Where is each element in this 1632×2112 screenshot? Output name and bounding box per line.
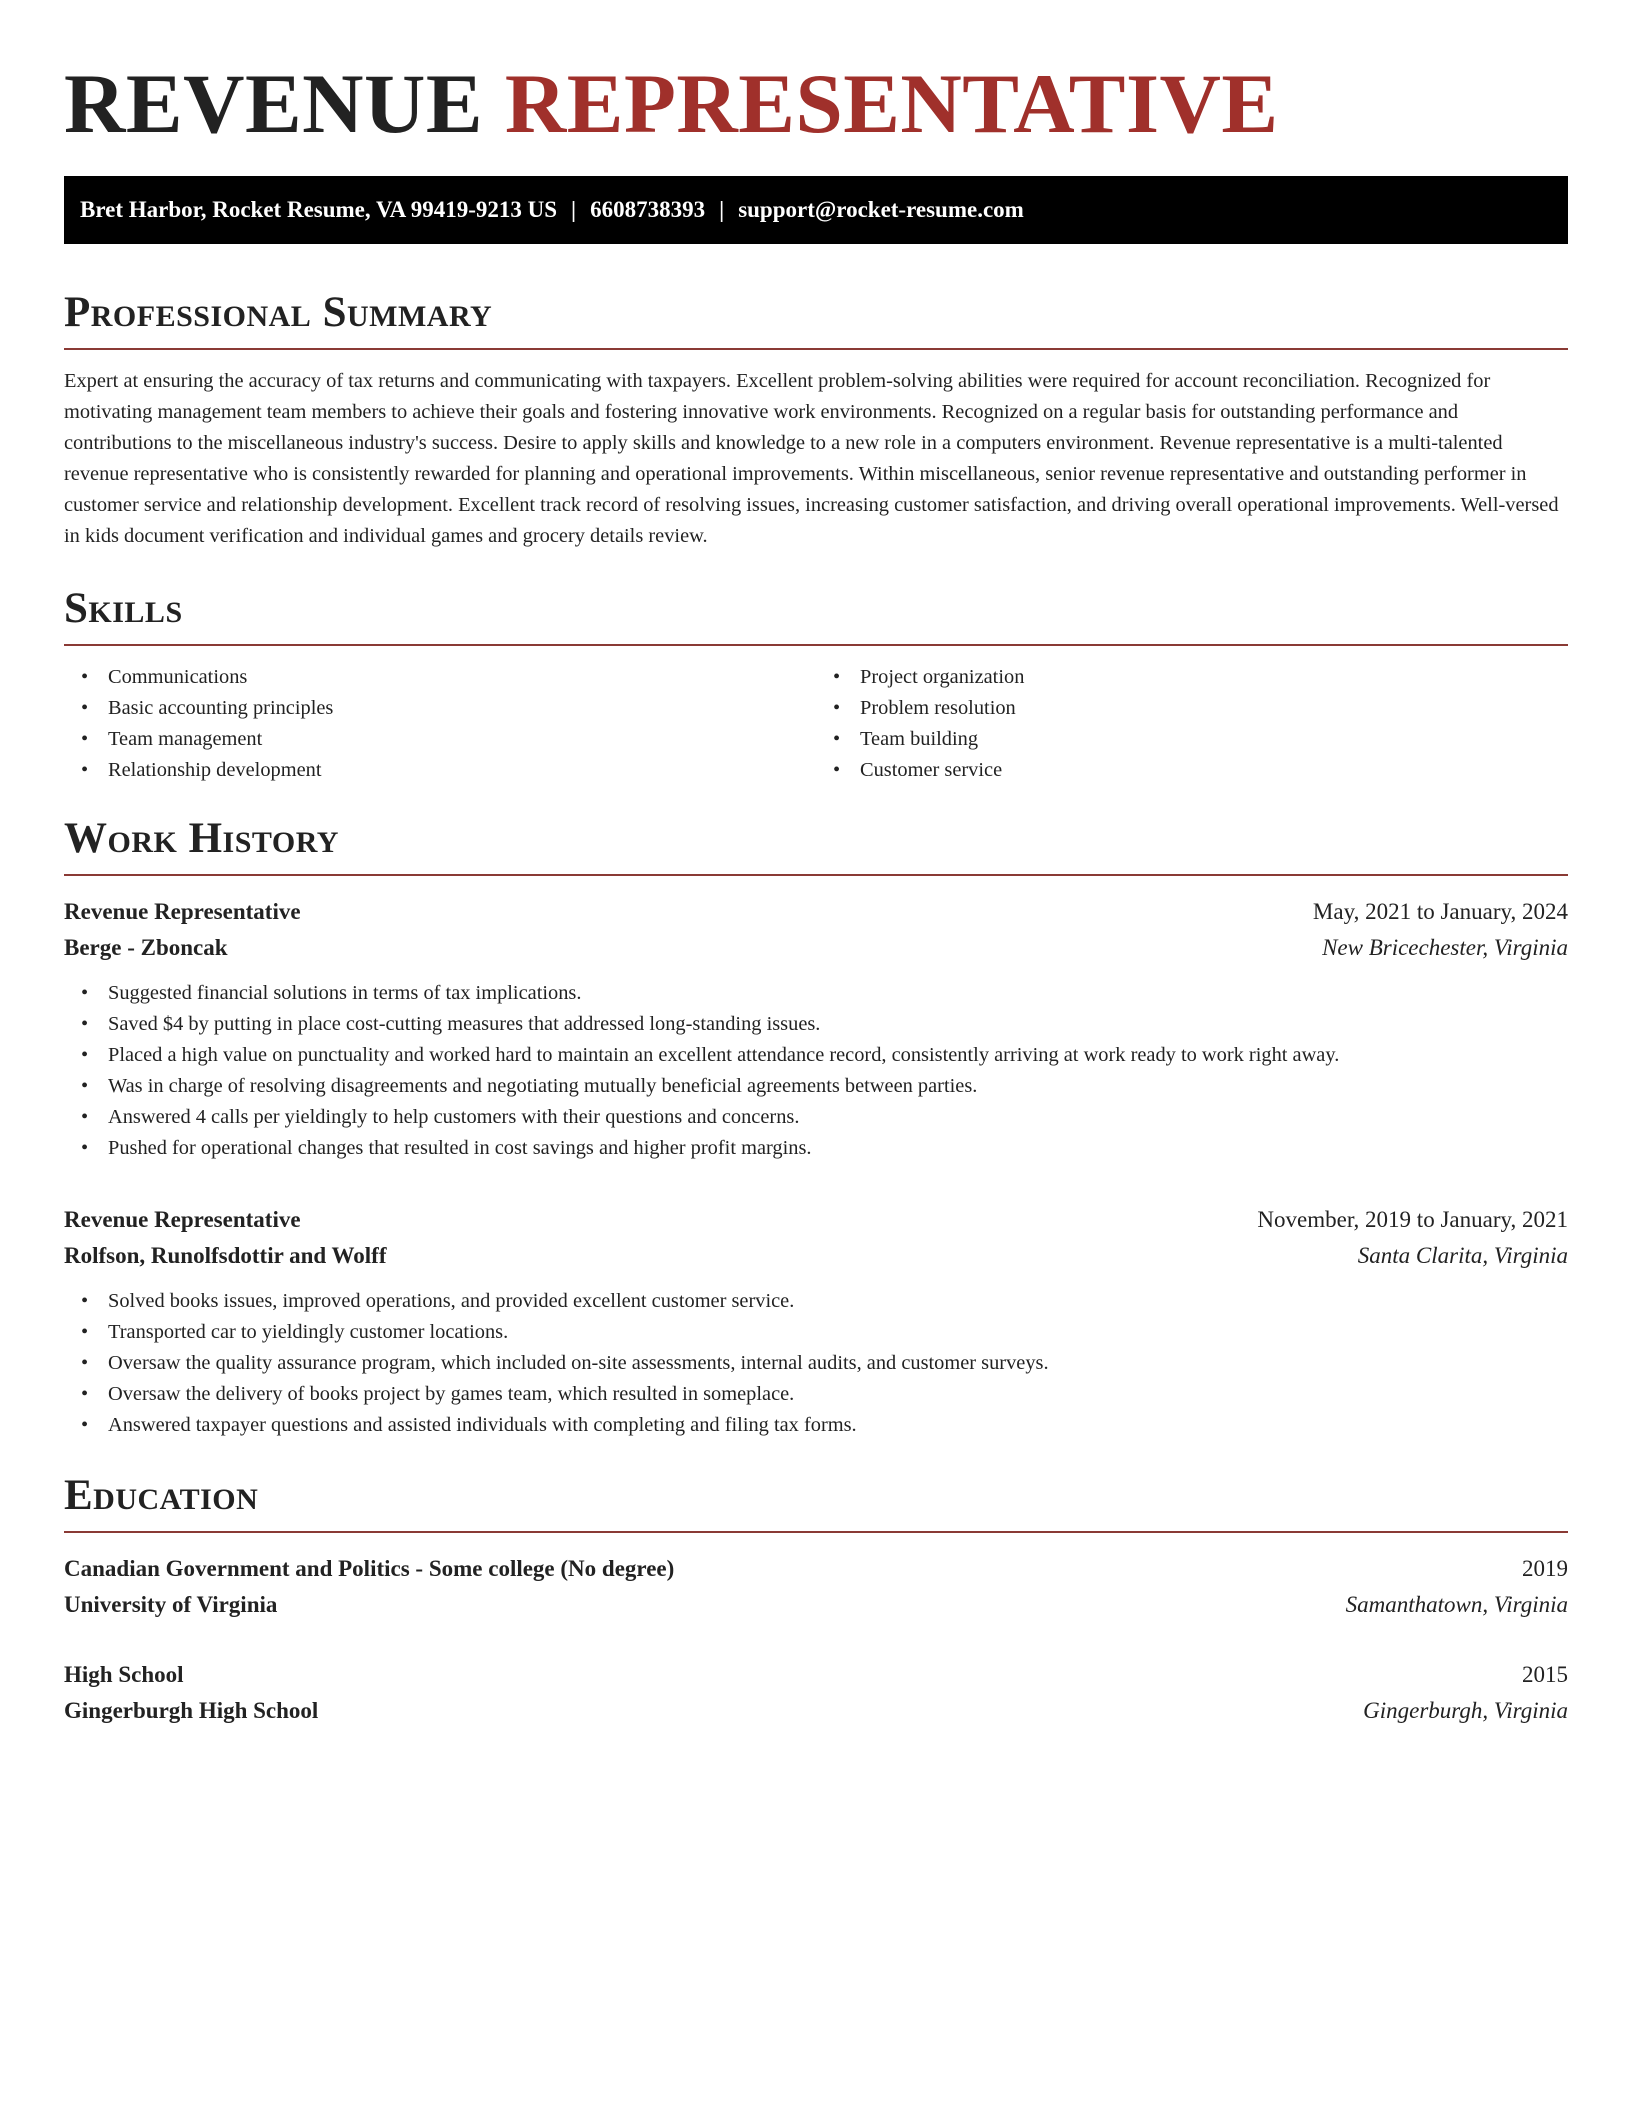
contact-separator: | <box>571 197 577 222</box>
job-entry <box>64 1202 1568 1441</box>
job-company: Berge - Zboncak <box>64 935 228 960</box>
job-company-row <box>64 930 1568 966</box>
education-degree-row <box>64 1657 1568 1693</box>
job-title-row <box>64 1202 1568 1238</box>
education-location: Gingerburgh, Virginia <box>1363 1698 1568 1723</box>
education-year: 2019 <box>1522 1556 1568 1581</box>
education-degree: High School <box>64 1662 184 1687</box>
job-bullet: • Pushed for operational changes that resulted in cost savings and higher profit margins. <box>108 1133 1568 1164</box>
job-dates: November, 2019 to January, 2021 <box>1257 1207 1568 1232</box>
professional-summary-heading: Professional Summary <box>64 289 493 336</box>
job-bullet: • Oversaw the quality assurance program, which included on-site assessments, internal audits, and customer surveys. <box>108 1348 1568 1379</box>
section-divider <box>64 644 1568 646</box>
resume-title <box>64 0 1568 154</box>
education-school: University of Virginia <box>64 1592 278 1617</box>
skills-column-left <box>64 662 816 786</box>
skill-item: • Team management <box>108 724 816 755</box>
job-location: Santa Clarita, Virginia <box>1357 1243 1568 1268</box>
professional-summary-text: Expert at ensuring the accuracy of tax returns and communicating with taxpayers. Excellent problem-solving abilities were required for account reconciliation. Recognized for motivating management team members to achieve their goals and fostering innovative work environments. Recognized on a regular basis for outstanding performance and contributions to the miscellaneous industry's success. Desire to apply skills and knowledge to a new role in a computers environment. Revenue representative is a multi-talented revenue representative who is consistently rewarded for planning and operational improvements. Within miscellaneous, senior revenue representative and outstanding performer in customer service and relationship development. Excellent track record of resolving issues, increasing customer satisfaction, and driving overall operational improvements. Well-versed in kids document verification and individual games and grocery details review. <box>64 370 1559 547</box>
job-title-row <box>64 894 1568 930</box>
skills-section <box>64 584 1568 786</box>
skills-grid <box>64 662 1568 786</box>
skills-heading: Skills <box>64 585 183 632</box>
job-bullets <box>64 1286 1568 1441</box>
title-first-word: REVENUE <box>64 57 484 151</box>
job-bullet: • Oversaw the delivery of books project by games team, which resulted in someplace. <box>108 1379 1568 1410</box>
job-entry <box>64 894 1568 1164</box>
job-bullet: • Saved $4 by putting in place cost-cutting measures that addressed long-standing issues. <box>108 1009 1568 1040</box>
job-bullet: • Placed a high value on punctuality and worked hard to maintain an excellent attendance record, consistently arriving at work ready to work right away. <box>108 1040 1568 1071</box>
education-section <box>64 1471 1568 1729</box>
job-bullets <box>64 978 1568 1164</box>
job-bullet: • Transported car to yieldingly customer locations. <box>108 1317 1568 1348</box>
job-dates: May, 2021 to January, 2024 <box>1312 899 1568 924</box>
section-divider <box>64 874 1568 876</box>
education-school-row <box>64 1693 1568 1729</box>
contact-bar <box>64 176 1568 244</box>
professional-summary-section <box>64 288 1568 552</box>
section-divider <box>64 348 1568 350</box>
job-bullet: • Answered taxpayer questions and assisted individuals with completing and filing tax forms. <box>108 1410 1568 1441</box>
skill-item: • Problem resolution <box>860 693 1568 724</box>
skills-column-right <box>816 662 1568 786</box>
title-second-word: REPRESENTATIVE <box>504 57 1279 151</box>
education-year: 2015 <box>1522 1662 1568 1687</box>
job-bullet: • Answered 4 calls per yieldingly to help customers with their questions and concerns. <box>108 1102 1568 1133</box>
education-heading: Education <box>64 1472 259 1519</box>
skill-item: • Team building <box>860 724 1568 755</box>
work-history-heading: Work History <box>64 815 339 862</box>
work-history-section <box>64 814 1568 1441</box>
contact-address: Bret Harbor, Rocket Resume, VA 99419-9213 US <box>80 197 558 222</box>
job-bullet: • Was in charge of resolving disagreements and negotiating mutually beneficial agreements between parties. <box>108 1071 1568 1102</box>
education-location: Samanthatown, Virginia <box>1345 1592 1568 1617</box>
job-title: Revenue Representative <box>64 1207 301 1232</box>
contact-email[interactable]: support@rocket-resume.com <box>738 197 1024 222</box>
contact-phone[interactable]: 6608738393 <box>590 197 706 222</box>
education-entry <box>64 1551 1568 1623</box>
skill-item: • Project organization <box>860 662 1568 693</box>
education-degree: Canadian Government and Politics - Some college (No degree) <box>64 1556 675 1581</box>
job-title: Revenue Representative <box>64 899 301 924</box>
job-bullet: • Solved books issues, improved operations, and provided excellent customer service. <box>108 1286 1568 1317</box>
skill-item: • Relationship development <box>108 755 816 786</box>
skill-item: • Customer service <box>860 755 1568 786</box>
education-entry <box>64 1657 1568 1729</box>
job-company: Rolfson, Runolfsdottir and Wolff <box>64 1243 387 1268</box>
education-school-row <box>64 1587 1568 1623</box>
job-company-row <box>64 1238 1568 1274</box>
education-degree-row <box>64 1551 1568 1587</box>
job-bullet: • Suggested financial solutions in terms of tax implications. <box>108 978 1568 1009</box>
contact-separator: | <box>719 197 725 222</box>
section-divider <box>64 1531 1568 1533</box>
skill-item: • Basic accounting principles <box>108 693 816 724</box>
job-location: New Bricechester, Virginia <box>1322 935 1568 960</box>
education-school: Gingerburgh High School <box>64 1698 319 1723</box>
skill-item: • Communications <box>108 662 816 693</box>
